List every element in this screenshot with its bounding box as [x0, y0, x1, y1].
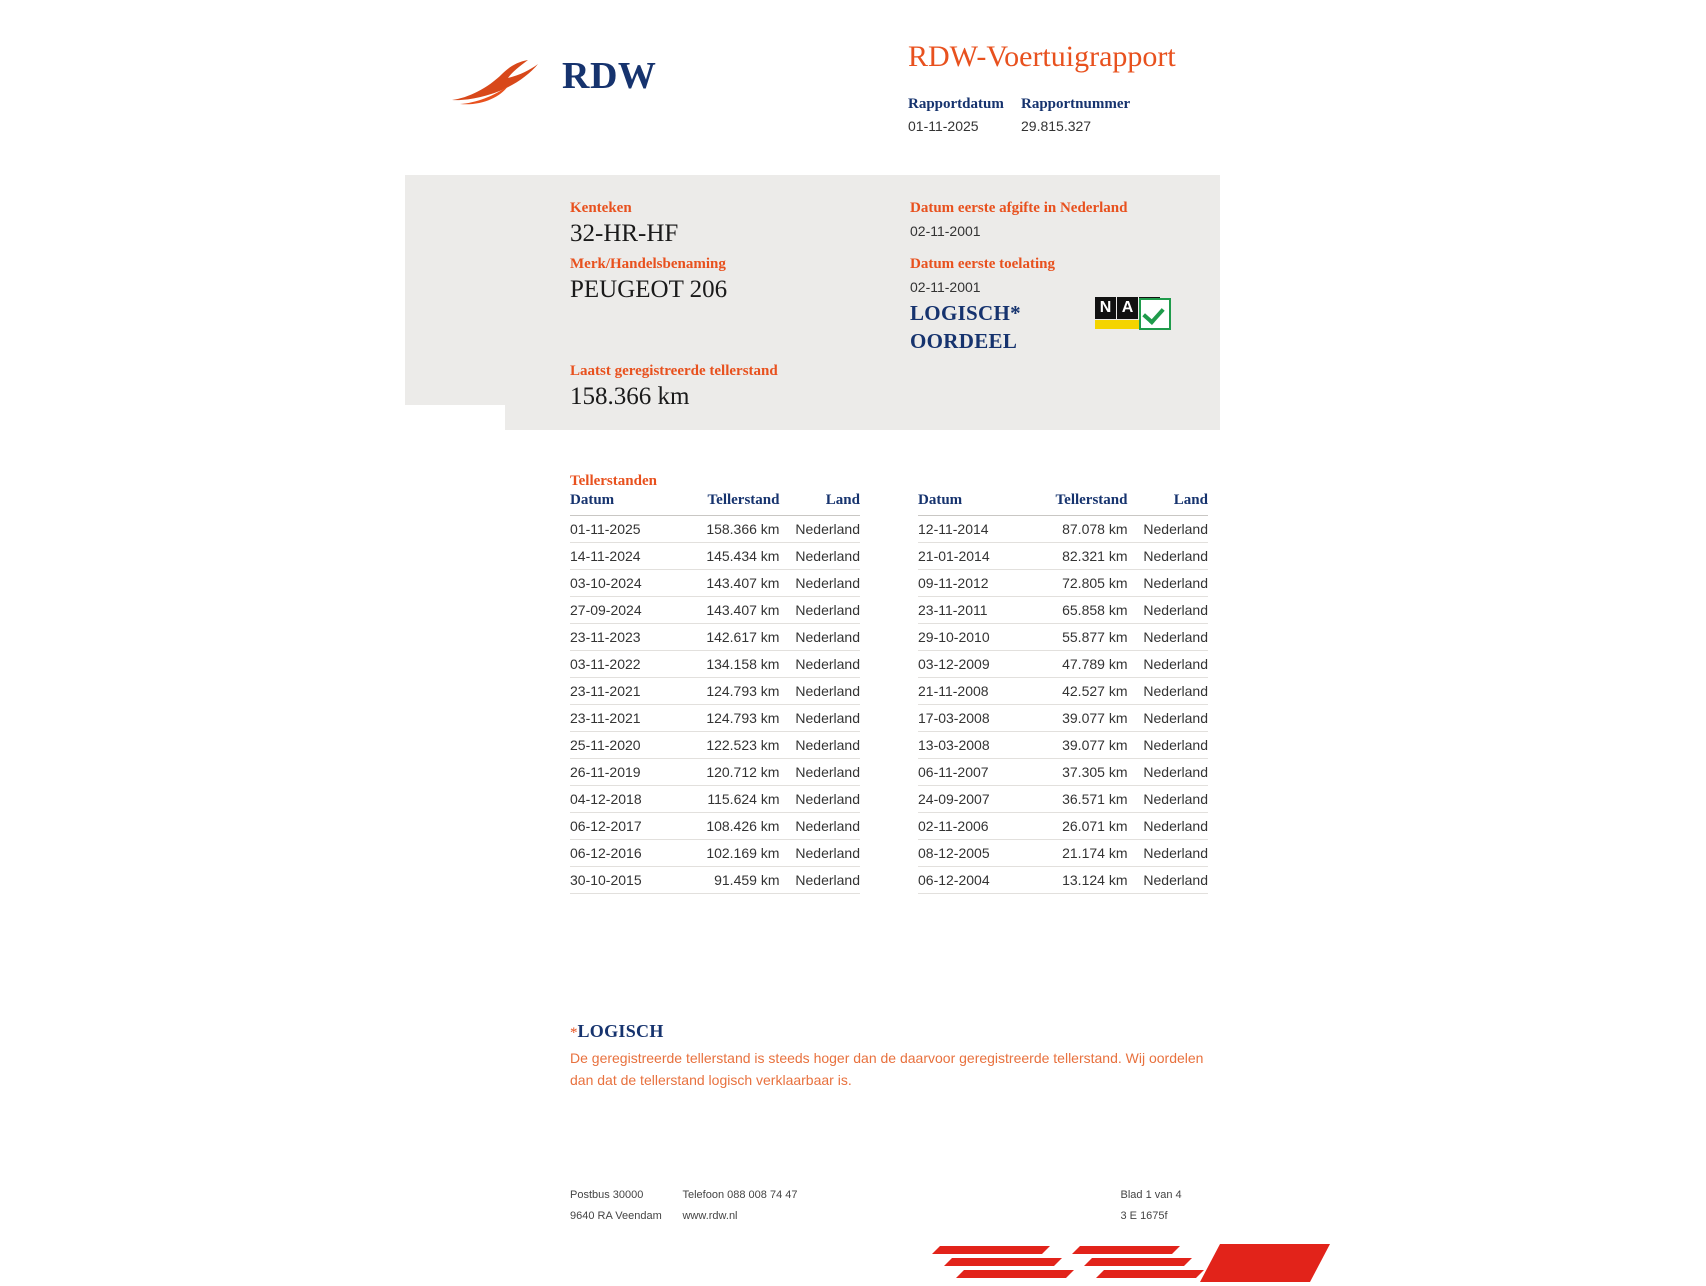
cell-land: Nederland [782, 516, 860, 543]
cell-tellerstand: 87.078 km [1029, 516, 1131, 543]
cell-datum: 17-03-2008 [918, 705, 1029, 732]
merk-label: Merk/Handelsbenaming [570, 256, 726, 272]
cell-datum: 06-12-2016 [570, 840, 680, 867]
cell-tellerstand: 91.459 km [680, 867, 782, 894]
cell-datum: 27-09-2024 [570, 597, 680, 624]
cell-land: Nederland [1130, 813, 1208, 840]
table-row [570, 705, 860, 732]
cell-land: Nederland [782, 867, 860, 894]
table-row [570, 543, 860, 570]
rapportnummer-label: Rapportnummer [1021, 96, 1131, 112]
cell-datum: 30-10-2015 [570, 867, 680, 894]
cell-datum: 09-11-2012 [918, 570, 1029, 597]
rdw-swoosh-logo-icon [450, 58, 550, 108]
cell-tellerstand: 158.366 km [680, 516, 782, 543]
table-row [918, 516, 1208, 543]
cell-datum: 12-11-2014 [918, 516, 1029, 543]
table-row [570, 840, 860, 867]
cell-land: Nederland [782, 759, 860, 786]
vehicle-info-panel [405, 175, 1220, 430]
cell-datum: 14-11-2024 [570, 543, 680, 570]
table-header-row [918, 492, 1208, 516]
cell-tellerstand: 13.124 km [1029, 867, 1131, 894]
cell-tellerstand: 82.321 km [1029, 543, 1131, 570]
cell-tellerstand: 122.523 km [680, 732, 782, 759]
cell-land: Nederland [1130, 597, 1208, 624]
table-row [918, 597, 1208, 624]
cell-tellerstand: 134.158 km [680, 651, 782, 678]
cell-land: Nederland [782, 813, 860, 840]
table-row [918, 867, 1208, 894]
panel-corner-notch [405, 405, 505, 430]
rapportnummer-value: 29.815.327 [1021, 118, 1092, 134]
laatste-tellerstand-label: Laatst geregistreerde tellerstand [570, 363, 778, 379]
header-land: Land [1130, 492, 1208, 516]
cell-tellerstand: 42.527 km [1029, 678, 1131, 705]
footnote-star: * [570, 1025, 578, 1041]
table-row [570, 786, 860, 813]
table-header-row [570, 492, 860, 516]
nap-logo-icon [1095, 297, 1177, 327]
cell-land: Nederland [782, 624, 860, 651]
cell-tellerstand: 39.077 km [1029, 705, 1131, 732]
cell-datum: 29-10-2010 [918, 624, 1029, 651]
footer-plaats: 9640 RA Veendam [570, 1209, 662, 1222]
cell-land: Nederland [782, 543, 860, 570]
header-tellerstand: Tellerstand [680, 492, 782, 516]
table-row [570, 867, 860, 894]
table-row [570, 516, 860, 543]
oordeel-line-1: LOGISCH* [910, 301, 1021, 325]
oordeel-block [910, 300, 1021, 355]
cell-datum: 13-03-2008 [918, 732, 1029, 759]
cell-land: Nederland [1130, 570, 1208, 597]
cell-land: Nederland [1130, 786, 1208, 813]
cell-land: Nederland [1130, 705, 1208, 732]
table-row [918, 543, 1208, 570]
cell-land: Nederland [782, 840, 860, 867]
table-row [918, 651, 1208, 678]
eerste-toelating-label: Datum eerste toelating [910, 256, 1055, 272]
footnote-body: De geregistreerde tellerstand is steeds hoger dan de daarvoor geregistreerde tellerstand. Wij oordelen dan dat de tellerstand logisch verklaarbaar is. [570, 1050, 1204, 1088]
cell-datum: 06-11-2007 [918, 759, 1029, 786]
table-row [918, 759, 1208, 786]
tellerstanden-title: Tellerstanden [570, 473, 657, 489]
footer-telefoon: Telefoon 088 008 74 47 [682, 1189, 798, 1201]
cell-land: Nederland [782, 786, 860, 813]
cell-land: Nederland [1130, 543, 1208, 570]
table-row [918, 732, 1208, 759]
cell-tellerstand: 102.169 km [680, 840, 782, 867]
nap-letter-a: A [1117, 297, 1138, 319]
cell-datum: 21-11-2008 [918, 678, 1029, 705]
cell-tellerstand: 143.407 km [680, 570, 782, 597]
cell-land: Nederland [1130, 759, 1208, 786]
nap-check-icon [1139, 298, 1171, 330]
cell-datum: 23-11-2021 [570, 678, 680, 705]
cell-tellerstand: 55.877 km [1029, 624, 1131, 651]
rdw-logo-text: RDW [562, 55, 657, 97]
cell-tellerstand: 143.407 km [680, 597, 782, 624]
footer-postbus: Postbus 30000 [570, 1189, 644, 1201]
cell-land: Nederland [1130, 840, 1208, 867]
table-row [918, 813, 1208, 840]
cell-datum: 25-11-2020 [570, 732, 680, 759]
table-row [918, 786, 1208, 813]
table-row [570, 597, 860, 624]
cell-tellerstand: 124.793 km [680, 705, 782, 732]
kenteken-label: Kenteken [570, 200, 632, 216]
cell-tellerstand: 108.426 km [680, 813, 782, 840]
table-row [918, 840, 1208, 867]
footer-blad: Blad 1 van 4 [1120, 1189, 1182, 1201]
report-meta [908, 96, 1181, 134]
eerste-toelating-value: 02-11-2001 [910, 279, 981, 295]
cell-datum: 26-11-2019 [570, 759, 680, 786]
rdw-logo-block [450, 30, 710, 110]
cell-land: Nederland [1130, 516, 1208, 543]
kenteken-value: 32-HR-HF [570, 220, 679, 247]
cell-tellerstand: 120.712 km [680, 759, 782, 786]
cell-datum: 06-12-2017 [570, 813, 680, 840]
cell-tellerstand: 36.571 km [1029, 786, 1131, 813]
cell-datum: 21-01-2014 [918, 543, 1029, 570]
cell-tellerstand: 65.858 km [1029, 597, 1131, 624]
tellerstanden-table-left [570, 492, 860, 894]
report-title: RDW-Voertuigrapport [908, 40, 1176, 73]
footnote-title [570, 1021, 664, 1042]
cell-tellerstand: 39.077 km [1029, 732, 1131, 759]
cell-datum: 23-11-2023 [570, 624, 680, 651]
header-land: Land [782, 492, 860, 516]
cell-datum: 04-12-2018 [570, 786, 680, 813]
cell-datum: 02-11-2006 [918, 813, 1029, 840]
footnote-title-text: LOGISCH [577, 1021, 664, 1041]
oordeel-line-2: OORDEEL [910, 328, 1018, 353]
cell-land: Nederland [1130, 624, 1208, 651]
cell-land: Nederland [782, 732, 860, 759]
table-row [918, 570, 1208, 597]
nap-letter-n: N [1095, 297, 1116, 319]
cell-datum: 03-10-2024 [570, 570, 680, 597]
table-row [570, 624, 860, 651]
cell-tellerstand: 26.071 km [1029, 813, 1131, 840]
cell-land: Nederland [1130, 651, 1208, 678]
table-row [570, 759, 860, 786]
table-row [918, 705, 1208, 732]
table-row [570, 678, 860, 705]
cell-tellerstand: 142.617 km [680, 624, 782, 651]
cell-land: Nederland [1130, 678, 1208, 705]
cell-tellerstand: 124.793 km [680, 678, 782, 705]
cell-tellerstand: 145.434 km [680, 543, 782, 570]
table-row [570, 651, 860, 678]
cell-land: Nederland [1130, 867, 1208, 894]
cell-datum: 03-12-2009 [918, 651, 1029, 678]
table-row [570, 813, 860, 840]
footer-website[interactable]: www.rdw.nl [682, 1209, 738, 1222]
table-row [570, 732, 860, 759]
tellerstanden-table-right [918, 492, 1208, 894]
cell-datum: 23-11-2021 [570, 705, 680, 732]
rapportdatum-value: 01-11-2025 [908, 118, 979, 134]
rapportdatum-label: Rapportdatum [908, 96, 1004, 112]
footer-code: 3 E 1675f [1120, 1209, 1168, 1222]
cell-datum: 01-11-2025 [570, 516, 680, 543]
cell-datum: 23-11-2011 [918, 597, 1029, 624]
header-datum: Datum [570, 492, 680, 516]
eerste-afgifte-value: 02-11-2001 [910, 223, 981, 239]
laatste-tellerstand-value: 158.366 km [570, 383, 690, 410]
table-row [918, 678, 1208, 705]
cell-land: Nederland [782, 570, 860, 597]
page-footer [570, 1185, 1230, 1227]
cell-land: Nederland [782, 678, 860, 705]
cell-datum: 03-11-2022 [570, 651, 680, 678]
cell-land: Nederland [782, 597, 860, 624]
eerste-afgifte-label: Datum eerste afgifte in Nederland [910, 200, 1128, 216]
cell-tellerstand: 115.624 km [680, 786, 782, 813]
bottom-decorative-graphic-icon [930, 1240, 1360, 1286]
table-row [918, 624, 1208, 651]
table-row [570, 570, 860, 597]
header-tellerstand: Tellerstand [1029, 492, 1131, 516]
cell-land: Nederland [1130, 732, 1208, 759]
cell-land: Nederland [782, 705, 860, 732]
cell-tellerstand: 47.789 km [1029, 651, 1131, 678]
cell-datum: 24-09-2007 [918, 786, 1029, 813]
cell-tellerstand: 37.305 km [1029, 759, 1131, 786]
cell-datum: 08-12-2005 [918, 840, 1029, 867]
cell-datum: 06-12-2004 [918, 867, 1029, 894]
cell-tellerstand: 21.174 km [1029, 840, 1131, 867]
merk-value: PEUGEOT 206 [570, 276, 728, 303]
cell-tellerstand: 72.805 km [1029, 570, 1131, 597]
cell-land: Nederland [782, 651, 860, 678]
header-datum: Datum [918, 492, 1029, 516]
